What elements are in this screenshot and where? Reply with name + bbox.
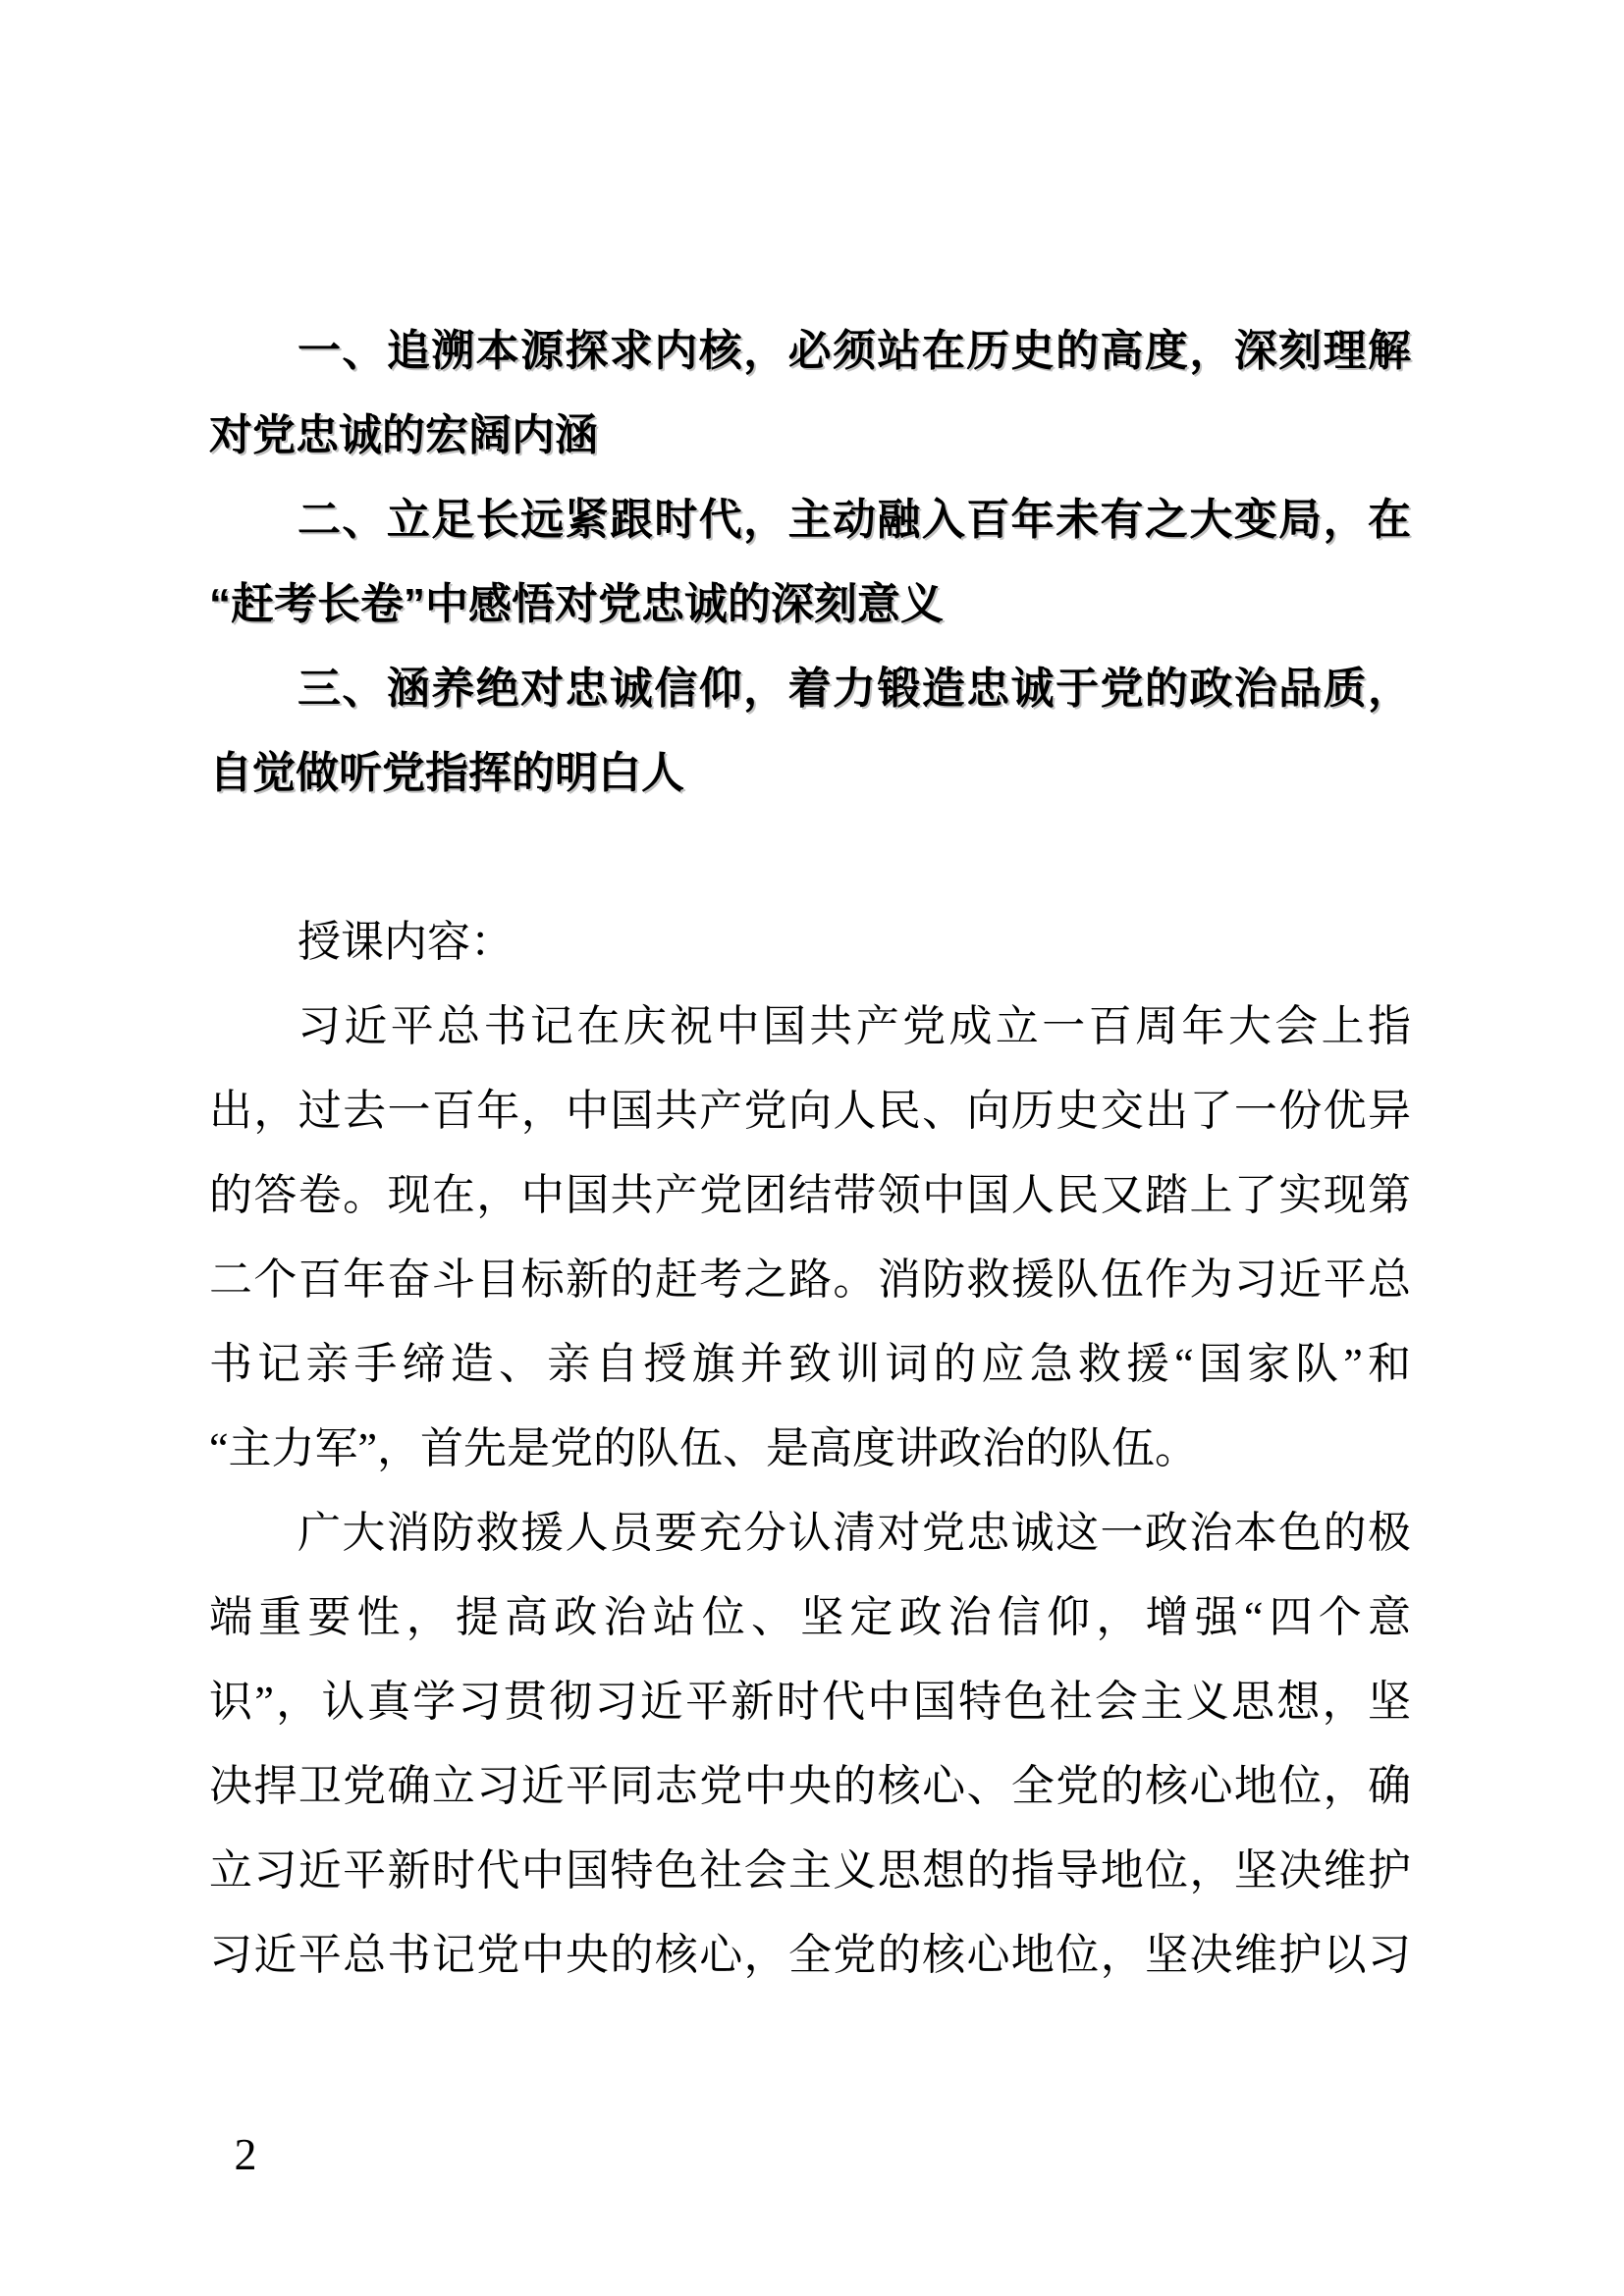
paragraph-2-line-6: 习近平总书记党中央的核心，全党的核心地位，坚决维护以习	[209, 1931, 1411, 1979]
outline-heading-3-line-1: 三、涵养绝对忠诚信仰，着力锻造忠诚于党的政治品质，	[298, 665, 1411, 713]
outline-heading-2-line-2: “赶考长卷”中感悟对党忠诚的深刻意义	[209, 580, 944, 628]
paragraph-1-line-1: 习近平总书记在庆祝中国共产党成立一百周年大会上指	[298, 1002, 1411, 1050]
paragraph-1-line-3: 的答卷。现在，中国共产党团结带领中国人民又踏上了实现第	[209, 1171, 1411, 1219]
document-content	[209, 309, 1411, 1998]
section-label-lecture-content: 授课内容：	[298, 918, 514, 966]
paragraph-2-line-2: 端重要性，提高政治站位、坚定政治信仰，增强“四个意	[209, 1593, 1411, 1641]
paragraph-1-line-5: 书记亲手缔造、亲自授旗并致训词的应急救援“国家队”和	[209, 1340, 1411, 1388]
paragraph-2-line-1: 广大消防救援人员要充分认清对党忠诚这一政治本色的极	[298, 1509, 1411, 1557]
paragraph-2-line-4: 决捍卫党确立习近平同志党中央的核心、全党的核心地位，确	[209, 1762, 1411, 1810]
paragraph-1-line-4: 二个百年奋斗目标新的赶考之路。消防救援队伍作为习近平总	[209, 1255, 1411, 1304]
blank-line-separator	[209, 816, 1411, 900]
paragraph-2-line-3: 识”，认真学习贯彻习近平新时代中国特色社会主义思想，坚	[209, 1678, 1411, 1726]
outline-heading-3-line-2: 自觉做听党指挥的明白人	[209, 749, 684, 797]
paragraph-1-line-2: 出，过去一百年，中国共产党向人民、向历史交出了一份优异	[209, 1087, 1411, 1135]
outline-heading-1-line-2: 对党忠诚的宏阔内涵	[209, 411, 598, 459]
page-number: 2	[234, 2129, 257, 2179]
outline-heading-1-line-1: 一、追溯本源探求内核，必须站在历史的高度，深刻理解	[298, 327, 1411, 375]
paragraph-1-line-6: “主力军”，首先是党的队伍、是高度讲政治的队伍。	[209, 1424, 1199, 1472]
paragraph-2-line-5: 立习近平新时代中国特色社会主义思想的指导地位，坚决维护	[209, 1846, 1411, 1895]
outline-heading-2-line-1: 二、立足长远紧跟时代，主动融入百年未有之大变局，在	[298, 496, 1411, 544]
